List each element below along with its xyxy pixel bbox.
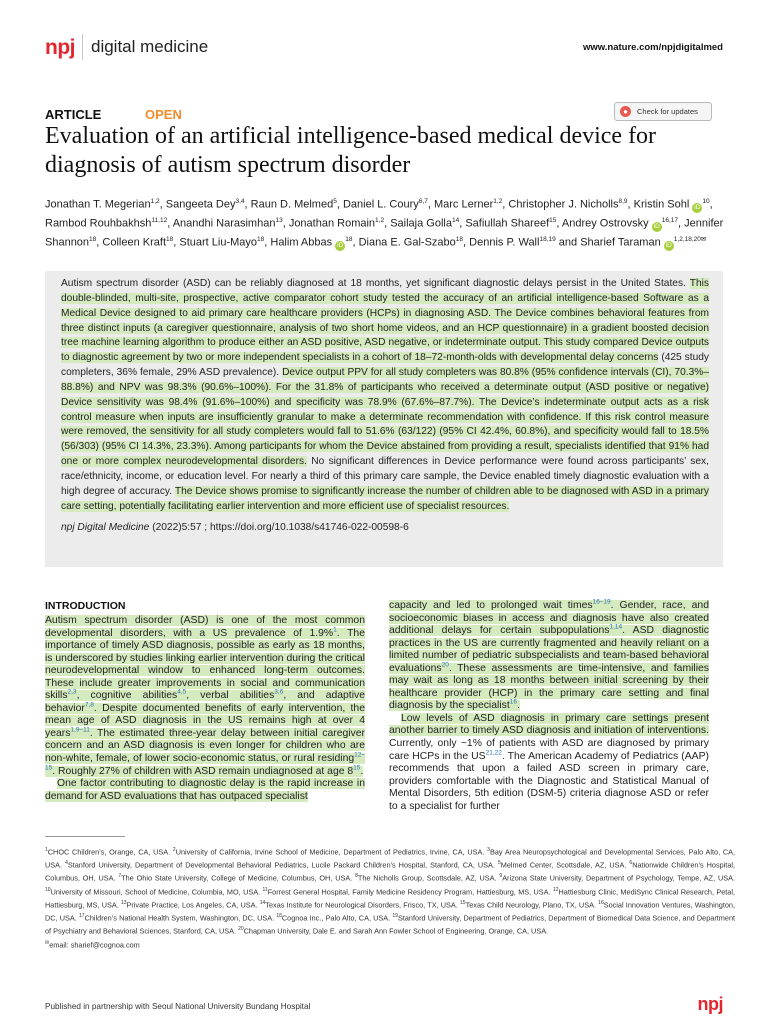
author-name[interactable]: Jonathan T. Megerian — [45, 198, 151, 211]
affiliation-number: 15 — [460, 899, 466, 906]
reference-link[interactable]: 1,9–11 — [70, 726, 90, 734]
affiliation-text: Bay Area Neuropsychological and Developmental Services, Palo Alto, CA, USA. — [45, 847, 736, 870]
affiliation-number: 18 — [276, 913, 282, 920]
article-type-label: ARTICLE — [45, 107, 102, 122]
author-name[interactable]: Anandhi Narasimhan — [172, 217, 276, 230]
author-affiliation-marker: 13 — [275, 216, 283, 224]
author-affiliation-marker: 1,2 — [375, 216, 385, 224]
author-name[interactable]: Kristin Sohl — [633, 198, 690, 211]
reference-link[interactable]: 1 — [333, 626, 337, 634]
affiliation-number: 14 — [259, 899, 266, 906]
author-name[interactable]: Sailaja Golla — [390, 217, 452, 230]
intro-paragraph-2-continued — [389, 600, 709, 713]
corresponding-email-link[interactable]: email: sharief@cognoa.com — [49, 939, 140, 949]
reference-link[interactable]: 3,6 — [274, 688, 284, 696]
author-name[interactable]: Colleen Kraft — [102, 236, 166, 249]
affiliation-text: Private Practice, Los Angeles, CA, USA. — [126, 900, 258, 910]
affiliation-text: Chapman University, Dale E. and Sarah Ann Fowler School of Engineering, Orange, CA, USA. — [243, 926, 549, 936]
text-highlight: One factor contributing to diagnostic delay is the rapid increase in demand for ASD evaluations that has outpaced specialist — [45, 778, 365, 802]
author-affiliation-marker: 10 — [702, 198, 710, 205]
affiliation-number: 9 — [499, 873, 503, 880]
author-affiliation-marker: 18,19 — [539, 235, 556, 243]
citation-journal: npj Digital Medicine — [61, 521, 150, 533]
affiliation-number: 10 — [45, 886, 51, 893]
journal-name: digital medicine — [91, 37, 209, 56]
affiliation-text: University of California, Irvine School of Medicine, Department of Pediatrics, Irvine, CA, USA. — [175, 847, 485, 857]
author-name[interactable]: Jennifer Shannon — [45, 217, 724, 249]
author-name[interactable]: Sangeeta Dey — [165, 198, 236, 211]
affiliation-text: Cognoa Inc., Palo Alto, CA, USA. — [281, 913, 391, 923]
affiliation-number: 7 — [118, 873, 122, 880]
orcid-icon[interactable]: iD — [337, 241, 344, 249]
affiliation-text: CHOC Children’s, Orange, CA, USA. — [47, 847, 171, 857]
affiliations — [45, 845, 735, 951]
intro-paragraph-3: Low levels of ASD diagnosis in primary care settings present another barrier to timely ASD diagnosis and initiation of interventions. Currently, only ~1% of patients with ASD are diagnosed by primary care HCPs in the US$^{21,22}$. The American Academy of Pediatrics (AAP) recommends that upon a failed ASD screen in primary care, providers comfortable with the Diagnostic and Statistical Manual of Mental Disorders, 5th edition (DSM-5) criteria diagnose ASD or refer to a specialist for further — [389, 712, 709, 812]
abstract-sentence: (425 study completers, 36% female, 29% ASD prevalence). — [61, 352, 709, 379]
text-highlight: Autism spectrum disorder (ASD) is one of the most common developmental disorders, with a US prevalence of 1.9%$^1$. The importance of timely ASD diagnosis, possible as early as 18 months, is underscored by studies linking earlier intervention during the critical neurodevelopmental window to enhanced long-term outcomes. These include greater improvements in social and communication skills$^{2,3}$, cognitive abilities$^{4,5}$, verbal abilities$^{3,6}$, and adaptive behavior$^{7,8}$. Despite documented benefits of early intervention, the mean age of ASD diagnosis in the US remains high at over 4 years$^{1,9-11}$. The estimated three-year delay between initial caregiver concern and an ASD diagnosis is even longer for children who are non-white, female, of lower socio-economic status, or rural residing$^{12-15}$. Roughly 27% of children with ASD remain undiagnosed at age $8^{15}$. — [45, 615, 365, 777]
author-name[interactable]: Safiullah Shareef — [465, 217, 550, 230]
affiliation-number: 19 — [392, 913, 398, 920]
body-column-right — [389, 600, 709, 813]
affiliation-number: 17 — [79, 913, 85, 920]
affiliation-number: 8 — [355, 873, 358, 880]
abstract-highlight: This double-blinded, multi-site, prospective, active comparator cohort study tested the accuracy of an artificial intelligence-based Software as a Medical Device designed to aid primary care healthcare providers (HCPs) in diagnosing ASD. The Device combines behavioral features from three distinct inputs (a caregiver questionnaire, analysis of two short home videos, and an HCP questionnaire) in a gradient boosted decision tree machine learning algorithm to produce either an ASD positive, ASD negative, or indeterminate output. This study compared Device outputs to diagnostic agreement by two or more independent specialists in a cohort of 18–72-month-olds with developmental delay concerns — [61, 278, 709, 364]
npj-logo: npj — [45, 36, 75, 59]
reference-link[interactable]: 2,3 — [67, 688, 77, 696]
author-name[interactable]: Andrey Ostrovsky — [561, 217, 649, 230]
affiliation-text: Hattiesburg Clinic, MediSync Clinical Research, Petal, Hattiesburg, MS, USA. — [45, 887, 736, 910]
affiliation-number: 16 — [598, 899, 604, 906]
text-highlight: Low levels of ASD diagnosis in primary care settings present another barrier to timely ASD diagnosis and initiation of interventions. — [389, 712, 709, 737]
author-name[interactable]: Diana E. Gal-Szabo — [358, 236, 456, 249]
affiliation-text: Arizona State University, Department of Psychology, Tempe, AZ, USA. — [502, 873, 735, 883]
author-affiliation-marker: 5 — [333, 198, 337, 205]
intro-paragraph-1 — [45, 615, 365, 778]
email-icon: ✉ — [45, 939, 50, 946]
citation-line — [61, 522, 709, 533]
author-affiliation-marker: 18 — [257, 235, 265, 243]
reference-link[interactable]: 15 — [353, 764, 361, 772]
abstract-sentence: No significant differences in Device performance were found across participants’ sex, race/ethnicity, income, or education level. For nearly a third of this primary care sample, the Device enabled timely diagnostic evaluation with a high degree of accuracy. — [61, 456, 709, 497]
affiliation-number: 3 — [487, 847, 490, 853]
affiliation-number: 20 — [238, 926, 244, 933]
check-for-updates-button[interactable] — [614, 102, 712, 121]
reference-link[interactable]: 21,22 — [485, 749, 502, 757]
author-affiliation-marker: 1,2 — [150, 198, 160, 205]
section-heading-introduction: INTRODUCTION — [45, 600, 126, 612]
text-highlight: capacity and led to prolonged wait times$^{16-19}$. Gender, race, and socioeconomic biases in access and diagnosis have also created additional delays for certain subpopulations$^{1,14}$. ASD diagnostic practices in the US are currently fragmented and heavily reliant on a limited number of pediatric subspecialists and team-based behavioral evaluations$^{20}$. These assessments are time-intensive, and families may wait as long as 18 months between initial screening by their healthcare provider (HCP) in the primary care setting and final diagnosis by the specialist$^{16}$. — [389, 598, 709, 712]
affiliation-text: Stanford University, Department of Developmental Behavioral Pediatrics, Lucile Packard Children’s Hospital, Stanford, CA, USA. — [67, 860, 495, 870]
affiliation-text: Nationwide Children’s Hospital, Columbus, OH, USA. — [45, 860, 736, 883]
abstract-highlight: The Device shows promise to significantly increase the number of children able to be diagnosed with ASD in a primary care setting, potentially facilitating earlier intervention and more efficient use of specialist resources. — [61, 485, 709, 512]
author-affiliation-marker: 1,2 — [493, 198, 503, 205]
affiliation-number: 11 — [262, 886, 268, 893]
reference-link[interactable]: 16 — [509, 698, 517, 706]
affiliation-text: Social Innovation Ventures, Washington, DC, USA. — [45, 900, 736, 923]
author-affiliation-marker: 14 — [451, 216, 460, 224]
author-name[interactable]: Stuart Liu-Mayo — [179, 236, 258, 249]
author-name[interactable]: Marc Lerner — [433, 198, 494, 211]
affiliation-number: 6 — [629, 860, 633, 867]
email-icon[interactable]: ✉ — [700, 235, 707, 243]
affiliation-number: 2 — [172, 847, 176, 853]
affiliation-text: The Ohio State University, College of Medicine, Columbus, OH, USA. — [121, 873, 353, 883]
check-for-updates-label: Check for updates — [637, 107, 698, 116]
reference-link[interactable]: 7,8 — [84, 701, 94, 709]
author-name[interactable]: Rambod Rouhbakhsh — [45, 217, 152, 230]
author-affiliation-marker: 6,7 — [418, 198, 428, 205]
footer-npj-logo: npj — [697, 994, 723, 1014]
author-affiliation-marker: 15 — [549, 216, 557, 224]
header-divider — [82, 34, 83, 60]
orcid-icon[interactable]: iD — [694, 203, 701, 211]
author-name[interactable]: Sharief Taraman — [580, 236, 661, 249]
affiliation-text: Texas Institute for Neurological Disorders, Frisco, TX, USA. — [265, 900, 458, 910]
abstract-highlight: Device output PPV for all study completers was 80.8% (95% confidence intervals (CI), 70.3%–88.8%) and NPV was 98.3% (90.6%–100%). For the 31.8% of participants who received a determinate output (ASD positive or negative) Device sensitivity was 98.4% (91.6%–100%) and specificity was 78.9% (67.6%–87.7%). The Device’s indeterminate output acts as a risk control measure when inputs are insufficiently granular to make a determinate recommendation with confidence. If this risk control measure were removed, the sensitivity for all study completers would fall to 51.6% (63/122) (95% CI 42.4%, 60.8%), and specificity would fall to 18.5% (56/303) (95% CI 14.3%, 23.3%). Among participants for whom the Device abstained from providing a result, specialists identified that 91% had one or more complex neurodevelopmental disorders. — [61, 367, 709, 468]
body-column-left — [45, 600, 365, 803]
affiliation-text: Forrest General Hospital, Family Medicine Residency Program, Hattiesburg, MS, USA. — [267, 887, 551, 897]
journal-header — [45, 34, 723, 62]
affiliation-text: Melmed Center, Scottsdale, AZ, USA. — [500, 860, 627, 870]
abstract-text — [61, 277, 709, 515]
author-name[interactable]: Raun D. Melmed — [250, 198, 334, 211]
affiliation-number: 12 — [552, 886, 559, 893]
footnote-divider — [45, 836, 125, 837]
reference-link[interactable]: 16–19 — [592, 598, 611, 606]
author-affiliation-marker: 8,9 — [618, 198, 628, 205]
reference-link[interactable]: 1,14 — [609, 623, 623, 631]
author-name[interactable]: Daniel L. Coury — [342, 198, 419, 211]
author-name[interactable]: Halim Abbas — [270, 236, 333, 249]
author-name[interactable]: Christopher J. Nicholls — [508, 198, 619, 211]
affiliation-text: Texas Child Neurology, Plano, TX, USA. — [465, 900, 596, 910]
affiliation-number: 5 — [497, 860, 501, 867]
reference-link[interactable]: 4,5 — [177, 688, 187, 696]
affiliation-number: 1 — [45, 847, 48, 853]
article-title: Evaluation of an artificial intelligence-based medical device for diagnosis of autism spectrum disorder — [45, 123, 657, 178]
journal-url-link[interactable]: www.nature.com/npjdigitalmed — [582, 42, 723, 53]
author-affiliation-marker: 18 — [345, 235, 353, 243]
abstract-sentence: Autism spectrum disorder (ASD) can be reliably diagnosed at 18 months, yet significant diagnostic delays persist in the United States. — [61, 278, 686, 289]
crossmark-icon: ● — [620, 106, 631, 117]
author-list: Jonathan T. Megerian$^{1,2}$, Sangeeta Dey$^{3,4}$, Raun D. Melmed$^5$, Daniel L. Coury$^{6,7}$, Marc Lerner$^{1,2}$, Christopher J. Nicholls$^{8,9}$, Kristin Sohl $iD^{10}$, Rambod Rouhbakhsh$^{11,12}$, Anandhi Narasimhan$^{13}$, Jonathan Romain$^{1,2}$, Sailaja Golla$^{14}$, Safiullah Shareef$^{15}$, Andrey Ostrovsky iD$^{16,17}$, Jennifer Shannon$^{18}$, Colleen Kraft$^{18}$, Stuart Liu-Mayo$^{18}$, Halim Abbas $iD^{18}$, Diana E. Gal-Szabo$^{18}$, Dennis P. Wall$^{18,19}$ and Sharief Taraman $iD^{1,2,18,20✉}$ — [45, 198, 724, 249]
affiliation-number: 13 — [120, 899, 127, 906]
affiliation-text: The Nicholls Group, Scottsdale, AZ, USA. — [357, 873, 497, 883]
citation-doi-link[interactable]: (2022)5:57 ; https://doi.org/10.1038/s41746-022-00598-6 — [152, 521, 409, 533]
affiliation-number: 4 — [65, 860, 68, 867]
reference-link[interactable]: 12–15 — [45, 751, 365, 772]
author-affiliation-marker: 18 — [166, 235, 174, 243]
author-affiliation-marker: 18 — [89, 235, 97, 243]
affiliation-text: Children’s National Health System, Washington, DC, USA. — [84, 913, 275, 923]
affiliation-text: Stanford University, Department of Pediatrics, Department of Biomedical Data Science, and Department of Psychiatry and Behavioral Sciences, Stanford, CA, USA. — [45, 913, 736, 936]
orcid-icon[interactable]: iD — [653, 222, 660, 230]
reference-link[interactable]: 20 — [441, 661, 449, 669]
author-affiliation-marker: 18 — [455, 235, 464, 243]
open-access-label: OPEN — [145, 107, 182, 122]
footer-partnership-text: Published in partnership with Seoul National University Bundang Hospital — [45, 1002, 311, 1011]
author-affiliation-marker: 16,17 — [661, 216, 679, 224]
author-affiliation-marker: 3,4 — [235, 198, 245, 205]
author-affiliation-marker: 11,12 — [151, 216, 168, 224]
author-name[interactable]: Dennis P. Wall — [469, 236, 540, 249]
orcid-icon[interactable]: iD — [665, 241, 672, 249]
affiliation-text: University of Missouri, School of Medicine, Columbia, MO, USA. — [50, 887, 261, 897]
intro-paragraph-2 — [45, 778, 365, 803]
author-name[interactable]: Jonathan Romain — [288, 217, 376, 230]
abstract-box — [45, 271, 723, 567]
author-affiliation-marker: 1,2,18,20 — [673, 235, 701, 243]
